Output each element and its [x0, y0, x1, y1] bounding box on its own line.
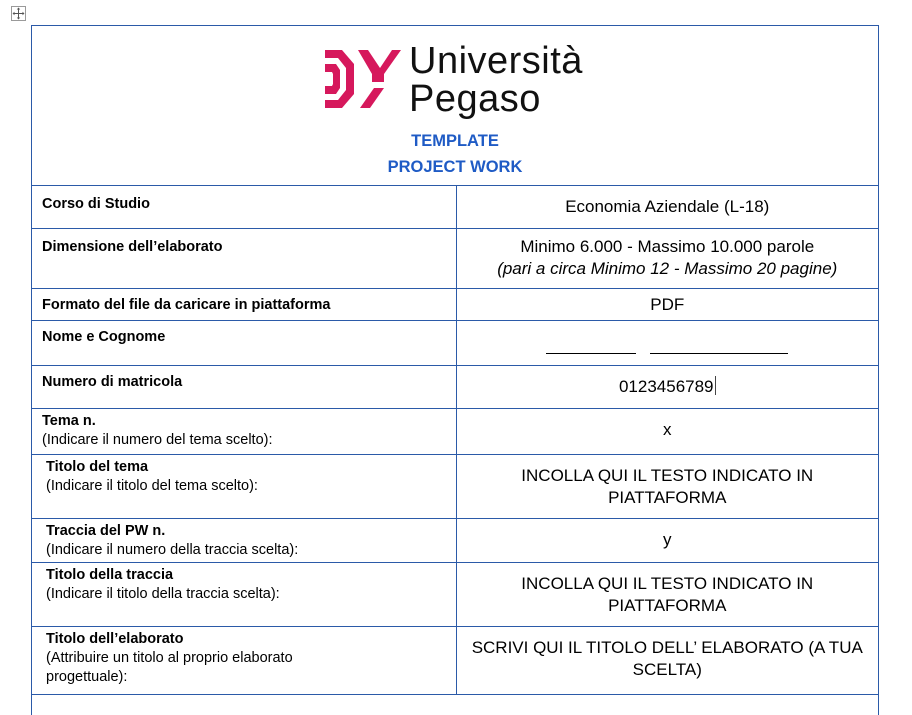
row-label: Titolo del tema: [46, 459, 149, 475]
row-sublabel: (Indicare il numero del tema scelto):: [42, 432, 273, 448]
table-move-handle-icon[interactable]: [11, 6, 26, 21]
first-name-blank[interactable]: [546, 339, 636, 354]
label-cell: [32, 627, 456, 695]
dimensione-value: Minimo 6.000 - Massimo 10.000 parole: [520, 237, 815, 256]
corso-value: Economia Aziendale (L-18): [565, 197, 770, 216]
university-logo: [322, 40, 602, 120]
value-cell[interactable]: [456, 519, 878, 563]
label-cell: [32, 321, 456, 366]
row-label: Tema n.: [42, 413, 96, 429]
document-table-frame: [31, 25, 879, 715]
value-cell[interactable]: [456, 627, 878, 695]
table-row: [32, 455, 878, 519]
titolo-traccia-value: INCOLLA QUI IL TESTO INDICATO IN PIATTAFORMA: [521, 574, 814, 615]
row-sublabel: (Attribuire un titolo al proprio elaborato progettuale):: [46, 650, 293, 685]
table-row: [32, 366, 878, 409]
formato-value: PDF: [650, 295, 685, 314]
row-label: Formato del file da caricare in piattaforma: [42, 297, 331, 313]
value-cell[interactable]: [456, 455, 878, 519]
row-sublabel: (Indicare il titolo del tema scelto):: [46, 478, 258, 494]
info-table: [32, 185, 878, 695]
titolo-tema-value: INCOLLA QUI IL TESTO INDICATO IN PIATTAFORMA: [521, 466, 814, 507]
table-row: [32, 321, 878, 366]
table-row: [32, 519, 878, 563]
titolo-elaborato-value: SCRIVI QUI IL TITOLO DELL’ ELABORATO (A TUA SCELTA): [471, 638, 863, 679]
logo-text-pegaso: Pegaso: [409, 78, 541, 120]
value-cell[interactable]: [456, 229, 878, 289]
value-cell[interactable]: [456, 186, 878, 229]
label-cell: [32, 186, 456, 229]
table-row: [32, 563, 878, 627]
table-row: [32, 229, 878, 289]
tema-value: x: [663, 420, 672, 439]
label-cell: [32, 289, 456, 321]
text-caret: [715, 376, 716, 395]
table-row: [32, 627, 878, 695]
row-label: Numero di matricola: [42, 374, 183, 390]
pegaso-mark-icon: [322, 44, 402, 114]
dimensione-note: (pari a circa Minimo 12 - Massimo 20 pagine): [497, 259, 838, 278]
logo-text-universita: Università: [409, 40, 583, 82]
header-cell: [32, 26, 878, 186]
row-label: Titolo della traccia: [46, 567, 174, 583]
label-cell: [32, 366, 456, 409]
matricola-value: 0123456789: [618, 377, 714, 396]
table-row: [32, 289, 878, 321]
label-cell: [32, 229, 456, 289]
value-cell[interactable]: [456, 366, 878, 409]
row-label: Traccia del PW n.: [46, 523, 166, 539]
template-heading: TEMPLATE: [411, 132, 499, 150]
value-cell[interactable]: [456, 289, 878, 321]
table-row: [32, 186, 878, 229]
value-cell[interactable]: [456, 409, 878, 455]
label-cell: [32, 409, 456, 455]
row-label: Titolo dell’elaborato: [46, 631, 184, 647]
value-cell[interactable]: [456, 563, 878, 627]
label-cell: [32, 455, 456, 519]
row-label: Dimensione dell’elaborato: [42, 239, 223, 255]
project-work-heading: PROJECT WORK: [387, 158, 523, 176]
label-cell: [32, 519, 456, 563]
label-cell: [32, 563, 456, 627]
last-name-blank[interactable]: [650, 339, 788, 354]
row-sublabel: (Indicare il numero della traccia scelta):: [46, 542, 299, 558]
table-row: [32, 409, 878, 455]
row-sublabel: (Indicare il titolo della traccia scelta):: [46, 586, 280, 602]
traccia-value: y: [663, 530, 672, 549]
row-label: Corso di Studio: [42, 196, 150, 212]
value-cell[interactable]: [456, 321, 878, 366]
row-label: Nome e Cognome: [42, 329, 166, 345]
